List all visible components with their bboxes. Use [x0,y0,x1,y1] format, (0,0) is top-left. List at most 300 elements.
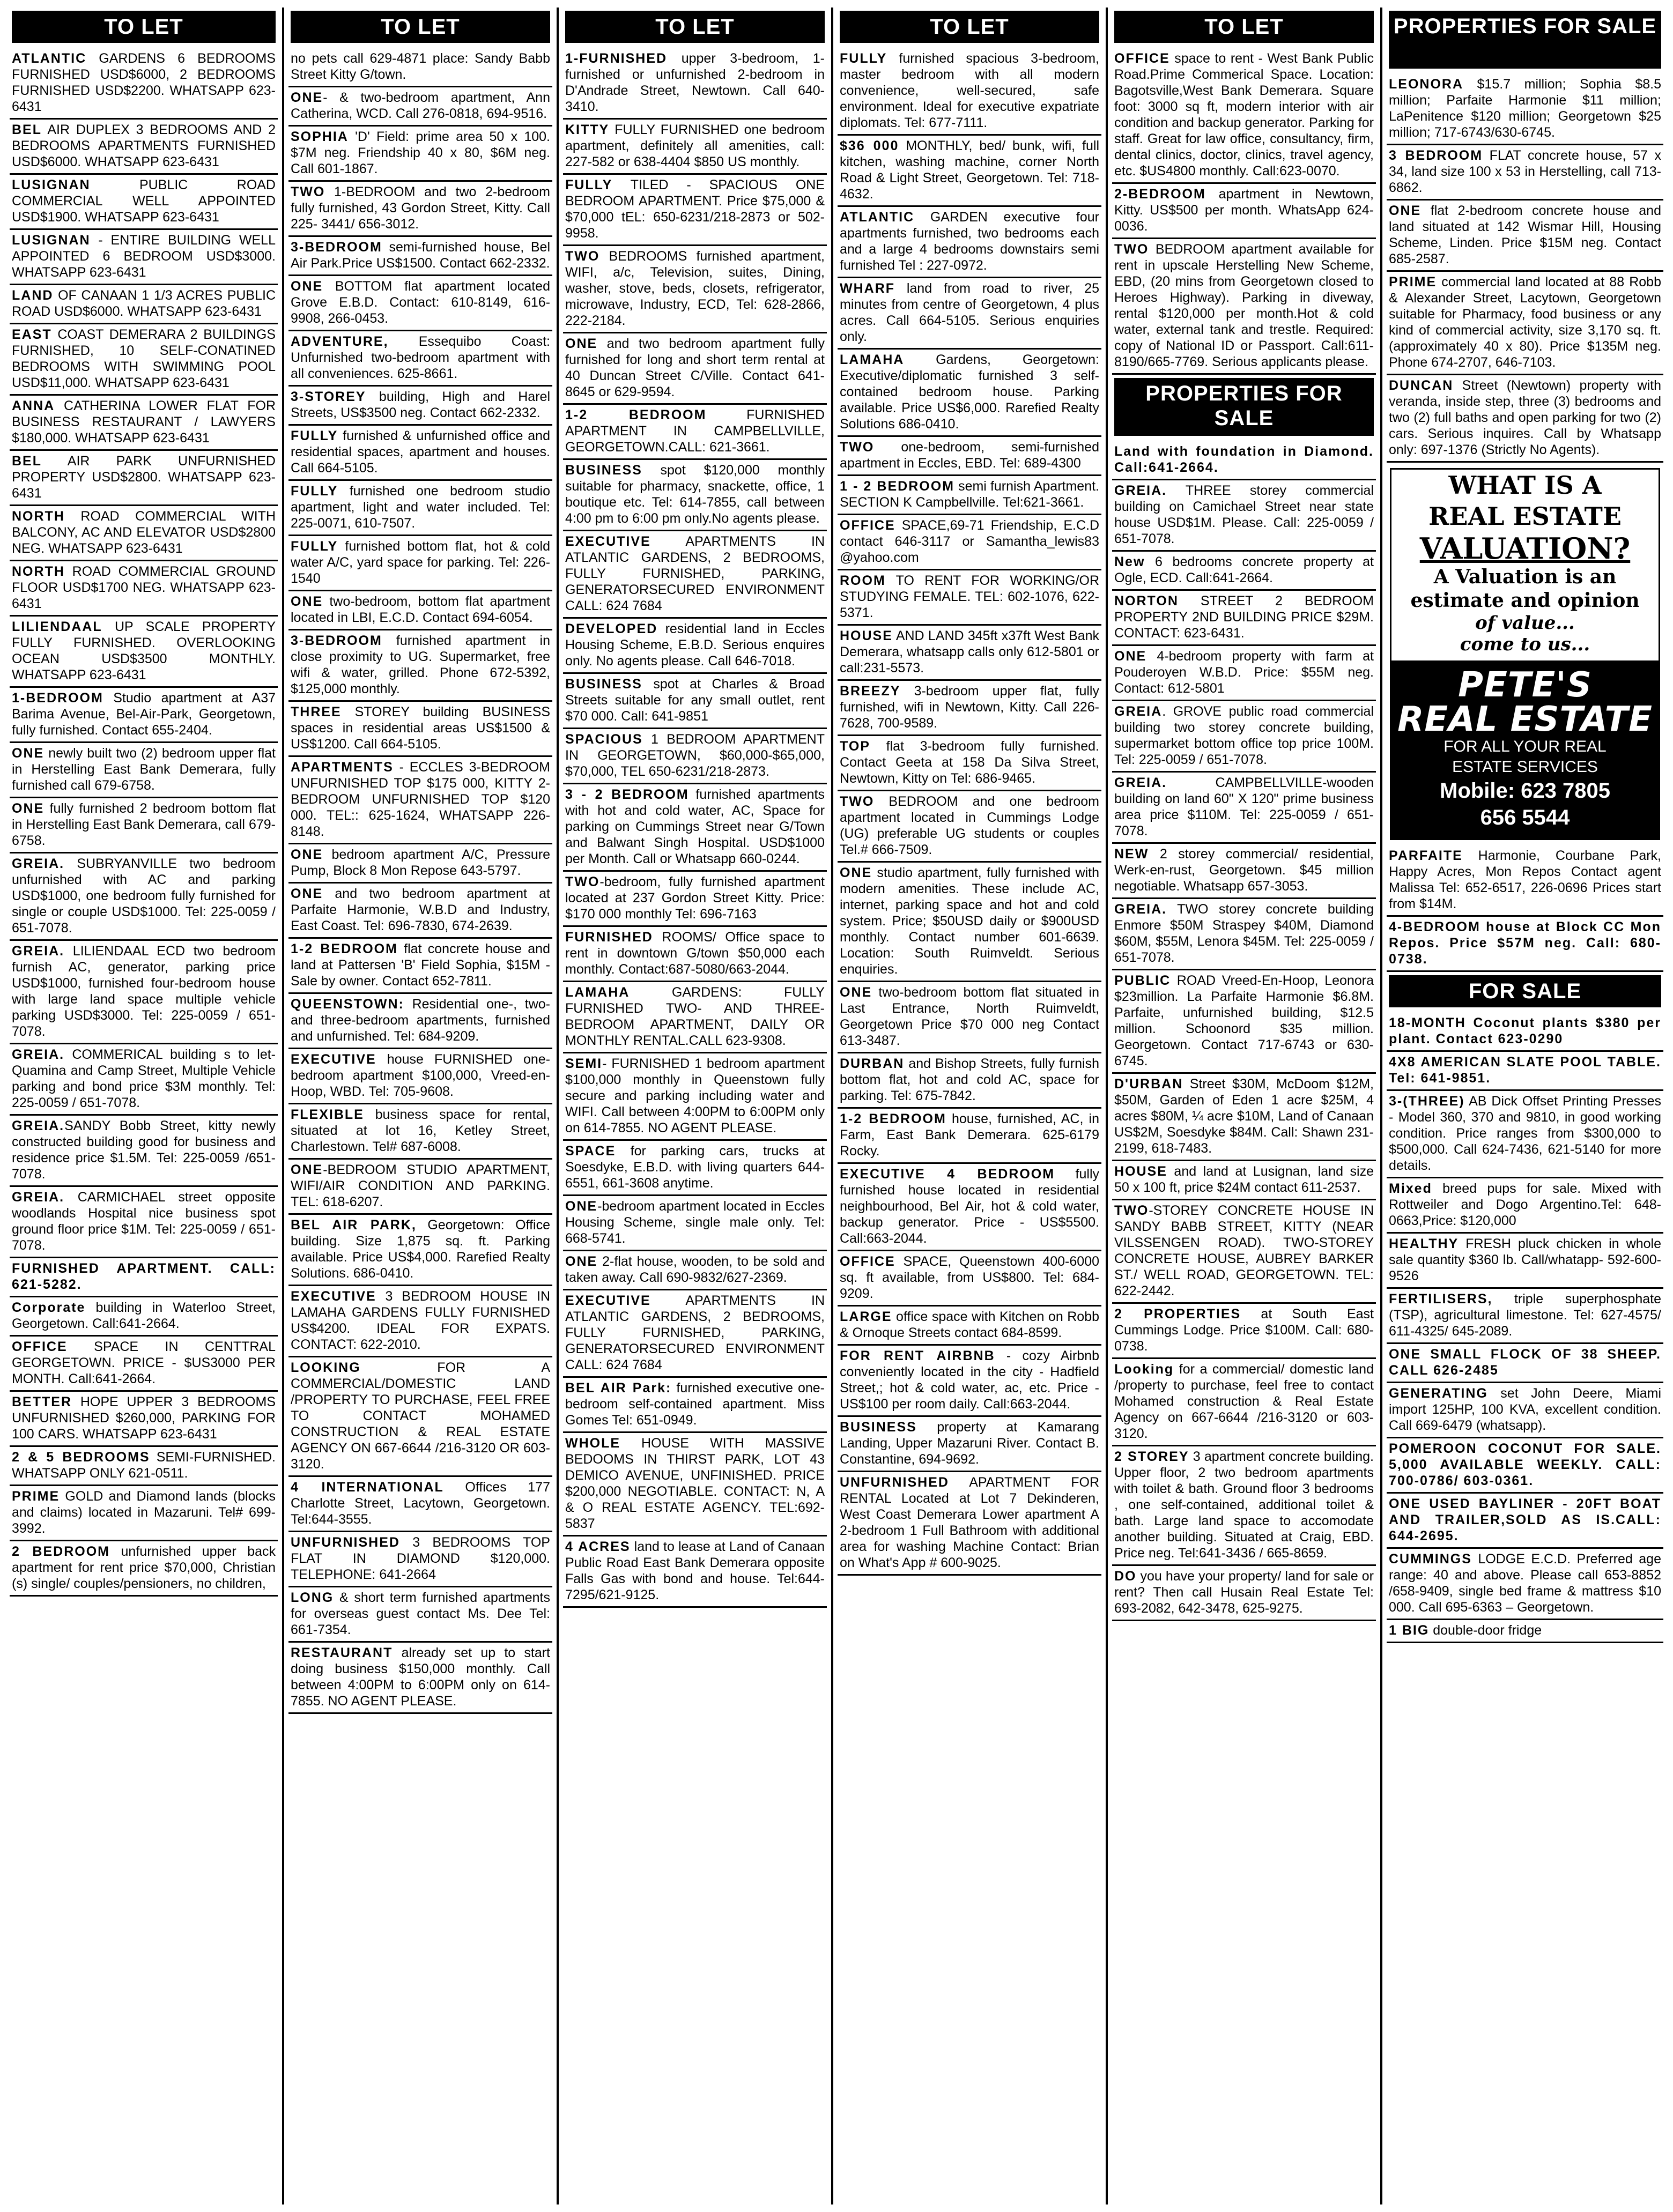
ad-lead: TOP [840,739,870,754]
ad-lead: THREE [291,704,342,719]
logo: PETE'S [1458,665,1592,705]
ad-text: GARDENS: FULLY FURNISHED TWO- AND THREE-BEDROOM APARTMENT, DAILY OR MONTHLY RENTAL.CALL 623-9308. [565,985,825,1048]
ad-text: AND LAND 345ft x37ft West Bank Demerara, whatsapp calls only 612-5801 or call:231-5573. [840,628,1099,676]
ad-text: Studio apartment at A37 Barima Avenue, Bel-Air-Park, Georgetown, fully furnished. Contact 655-2404. [12,691,276,738]
ad-text: bedroom apartment A/C, Pressure Pump, Block 8 Mon Repose 643-5797. [291,847,550,878]
ad-lead: 4X8 AMERICAN SLATE POOL TABLE. Tel: 641-9851. [1389,1055,1661,1086]
ad-text: studio apartment, fully furnished with modern amenities. These include AC, internet, parking space and hot and cold system. Price; $50USD daily or $900USD monthly. Contact number 601-6639. Location: South Ruimveldt. Serious enquiries. [840,865,1099,977]
ad-lead: ONE [12,801,45,816]
classified-ad [288,48,552,87]
section-header-to-let: TO LET [840,11,1099,43]
classified-ad [288,127,552,182]
ad-text: spot at Charles & Broad Streets suitable for any small outlet, rent $70 000. Call: 641-9851 [565,677,825,724]
classified-ad [288,591,552,630]
ad-lead: NORTH [12,509,65,524]
ad-text: semi-furnished house, Bel Air Park.Price US$1500. Contact 662-2332. [291,240,550,271]
classified-ad [10,1116,278,1187]
ad-lead: DEVELOPED [565,621,658,636]
ad-lead: Corporate [12,1300,86,1315]
ad-lead: BUSINESS [565,677,642,692]
ad-text: TWO storey concrete building Enmore $50M Straspey $40M, Diamond $60M, $55M, Lenora $45M. Tel: 225-0059 / 651-7078. [1114,902,1374,965]
ad-lead: 2 STOREY [1114,1449,1189,1464]
ad-text: TILED - SPACIOUS ONE BEDROOM APARTMENT. Price $75,000 & $70,000 tEL: 650-6231/218-2873 or 502-9958. [565,177,825,241]
classified-ad [563,927,827,982]
classified-ad [1387,1549,1663,1620]
ad-lead: FOR RENT AIRBNB [840,1348,995,1363]
ad-lead: FURNISHED APARTMENT. CALL: 621-5282. [12,1261,276,1292]
classified-ad [288,87,552,127]
ad-text: Offices 177 Charlotte Street, Lacytown, Georgetown. Tel:644-3555. [291,1480,550,1527]
ad-lead: DUNCAN [1389,378,1454,393]
classified-ad [1112,646,1376,701]
ad-text: CATHERINA LOWER FLAT FOR BUSINESS RESTAURANT / LAWYERS $180,000. WHATSAPP 623-6431 [12,398,276,446]
ad-text: no pets call 629-4871 place: Sandy Babb Street Kitty G/town. [291,51,550,82]
ad-text: TO RENT FOR WORKING/OR STUDYING FEMALE. TEL: 602-1076, 622-5371. [840,573,1099,620]
classified-ad [563,246,827,333]
ad-lead: 4-BEDROOM house at Block CC Mon Repos. Price $57M neg. Call: 680-0738. [1389,919,1661,967]
ad-text: SPACE IN CENTTRAL GEORGETOWN. PRICE - $US3000 PER MONTH. Call:641-2664. [12,1339,276,1386]
ad-text: STOREY building BUSINESS spaces in residential areas US$1500 & US$1200. Call 664-5105. [291,704,550,752]
ads-list [1110,48,1378,375]
ad-text: BEDROOM apartment available for rent in upscale Herstelling New Scheme, EBD, (20 mins from Georgetown closed to Heroes Highway). Parking in diveway, rental $120,000 per month.Hot & cold water, external tank and trestle. Required: copy of National ID or Passport. Call:611-8190/665-7769. Serious applicants please. [1114,242,1374,369]
classified-ad [563,120,827,175]
ad-lead: NORTON [1114,593,1179,608]
ad-lead: EXECUTIVE 4 BEDROOM [840,1167,1055,1182]
classified-ad [288,1104,552,1160]
classified-ad [563,619,827,674]
section-header-properties-for-sale: PROPERTIES FOR SALE [1389,11,1661,69]
classified-ad [288,331,552,387]
classified-ad [1387,917,1663,972]
ad-text: space to rent - West Bank Public Road.Prime Commerical Space. Location: Bagotsville,West Bank Demerara. Square foot: 3000 sq ft, modern interior with air condition and backup generator. Parking for staff. Great for law office, consultancy, firm, dental clinics, doctor, clinics, travel agency, etc. $US4800 monthly. Call:623-0070. [1114,51,1374,179]
classified-ad [563,1196,827,1251]
classified-ad [838,207,1101,278]
ad-text: GOLD and Diamond lands (blocks and claims) located in Mazaruni. Tel# 699-3992. [12,1489,276,1536]
ad-lead: ANNA [12,398,55,413]
ad-text: - ECCLES 3-BEDROOM UNFURNISHED TOP $175 000, KITTY 2-BEDROOM UNFURNISHED TOP $120 000. TEL:: 625-1624, WHATSAPP 226-8148. [291,760,550,839]
classified-ad [563,460,827,531]
classified-ad [10,617,278,688]
classified-ad [10,175,278,230]
classified-ad [10,1187,278,1258]
classified-ad [288,1215,552,1286]
ad-text: business space for rental, situated at lot 16, Ketley Street, Charlestown. Tel# 687-6008. [291,1107,550,1154]
ad-lead: LAMAHA [565,985,630,1000]
ad-lead: ONE [12,746,45,761]
classified-ad [288,1587,552,1643]
ad-lead: 1 BIG [1389,1623,1430,1638]
classified-ad [10,1044,278,1116]
classified-ad [563,784,827,872]
ad-text: flat concrete house and land at Pattersen 'B' Field Sophia, $15M - Sale by owner. Contact 652-7811. [291,941,550,989]
ad-lead: BEL AIR PARK, [291,1218,417,1233]
ad-lead: EXECUTIVE [565,1293,651,1308]
ad-lead: TWO [1114,1203,1149,1218]
ad-text: SUBRYANVILLE two bedroom unfurnished with AC and parking USD$1000, one bedroom fully furnished for single or couple USD$1000. Tel: 225-0059 / 651-7078. [12,856,276,936]
ad-lead: Land with foundation in Diamond. Call:641-2664. [1114,444,1374,475]
classified-ad [838,278,1101,350]
ad-lead: 1-BEDROOM [12,691,103,706]
ad-lead: ONE [291,1162,323,1177]
column-4 [835,8,1104,2204]
classified-ad [838,681,1101,736]
ad-text: Residential one-, two- and three-bedroom apartments, furnished and unfurnished. Tel: 684-9209. [291,997,550,1044]
classified-ad [838,791,1101,863]
classified-ad [10,743,278,798]
classified-ad [288,844,552,884]
ad-text: and two bedroom apartment fully furnished for long and short term rental at 40 Duncan Street C/Ville. Contact 641-8645 or 629-9594. [565,336,825,399]
logo: REAL ESTATE [1397,700,1653,739]
ad-text: UP SCALE PROPERTY FULLY FURNISHED. OVERLOOKING OCEAN USD$3500 MONTHLY. WHATSAPP 623-6431 [12,619,276,682]
classified-ad [838,515,1101,570]
ad-text: HOUSE WITH MASSIVE BEDOOMS IN THIRST PARK, LOT 43 DEMICO AVENUE, UNFINISHED. PRICE $200,000 NEGOTIABLE. CONTACT: N, A & O REAL ESTATE AGENCY. TEL:692-5837 [565,1436,825,1531]
ad-lead: BEL [12,454,42,469]
petes-logo-block [1391,660,1659,838]
ad-text: HOPE UPPER 3 BEDROOMS UNFURNISHED $260,000, PARKING FOR 100 CARS. WHATSAPP 623-6431 [12,1394,276,1442]
classified-ad [1387,1494,1663,1549]
ad-lead: 3-STOREY [291,389,366,404]
ad-lead: FERTILISERS, [1389,1291,1493,1307]
ad-lead: ONE [291,594,323,609]
ad-lead: UNFURNISHED [291,1535,400,1550]
ad-text: CAMPBELLVILLE-wooden building on land 60" X 120" prime business area price $110M. Tel: 225-0059 / 651-7078. [1114,775,1374,838]
ad-text: APARTMENT FOR RENTAL Located at Lot 7 Dekinderen, West Coast Demerara Lower apartment A 2-bedroom 1 Full Bathroom with additional area for washing Machine Contact: Brian on What's App # 600-9025. [840,1475,1099,1570]
classified-ad [288,237,552,276]
ad-text: flat 3-bedroom fully furnished. Contact Geeta at 158 Da Silva Street, Newtown, Kitty on Tel: 686-9465. [840,739,1099,786]
ad-text: set John Deere, Miami import 125HP, 100 KVA, excellent condition. Call 669-6479 (whatsapp). [1389,1386,1661,1433]
ad-text: 3 apartment concrete building. Upper floor, 2 two bedroom apartments with toilet & bath. Ground floor 3 bedrooms , one self-contained, additional toilet & bath. Large land space to accomodate another building. Situated at Craig, EBD. Price neg. Tel:641-3436 / 665-8659. [1114,1449,1374,1561]
ad-text: -STOREY CONCRETE HOUSE IN SANDY BABB STREET, KITTY (NEAR VILSSENGEN ROAD). TWO-STOREY CONCRETE HOUSE, AUBREY BARKER ST./ WELL ROAD, GEORGETOWN. TEL: 622-2442. [1114,1203,1374,1298]
classified-ad [10,561,278,617]
ads-list [561,48,829,1608]
ad-lead: UNFURNISHED [840,1475,949,1490]
advert-headline: VALUATION? [1419,531,1631,566]
ad-text: ROAD Vreed-En-Hoop, Leonora $23million. La Parfaite Harmonie $6.8M. Parfaite, unfurnished building, $12.5 million. Schoonord $35 million. Georgetown. Contact 717-6743 or 630-6745. [1114,973,1374,1068]
column-divider [1380,8,1382,2204]
ad-text: residential land in Eccles Housing Scheme, E.B.D. Serious enquires only. No agents please. Call 646-7018. [565,621,825,669]
ad-lead: OFFICE [840,1254,895,1269]
ad-text: land to lease at Land of Canaan Public Road East Bank Demerara opposite Falls Gas with bond and house. Tel:644-7295/621-9125. [565,1539,825,1602]
ad-text: 1 BEDROOM APARTMENT IN GEORGETOWN, $60,000-$65,000, $70,000, TEL 650-6231/218-2873. [565,732,825,779]
classified-ad [563,1536,827,1608]
section-header-to-let: TO LET [1114,11,1374,43]
ad-lead: HOUSE [1114,1164,1167,1179]
ad-text: -bedroom apartment located in Eccles Housing Scheme, single male only. Tel: 668-5741. [565,1199,825,1246]
ad-text: one-bedroom, semi-furnished apartment in Eccles, EBD. Tel: 689-4300 [840,440,1099,471]
classified-ad [1112,480,1376,552]
ad-text: - ENTIRE BUILDING WELL APPOINTED 6 BEDROOM USD$3000. WHATSAPP 623-6431 [12,233,276,280]
ad-text: Harmonie, Courbane Park, Happy Acres, Mon Repos Contact agent Malissa Tel: 652-6517, 226-0696 Prices start from $14M. [1389,848,1661,911]
classified-ad [838,1109,1101,1164]
ad-lead: BEL [12,122,42,137]
ad-lead: LAMAHA [840,352,905,367]
ad-text: apartment in Newtown, Kitty. US$500 per month. WhatsApp 624-0036. [1114,187,1374,234]
ad-text: 2-flat house, wooden, to be sold and taken away. Call 690-9832/627-2369. [565,1254,825,1285]
ad-lead: Mixed [1389,1181,1432,1196]
advert-tagline: ESTATE SERVICES [1452,758,1598,776]
ad-text: APARTMENTS IN ATLANTIC GARDENS, 2 BEDROOMS, FULLY FURNISHED, PARKING, GENERATORSECURED ENVIRONMENT CALL: 624 7684 [565,534,825,613]
ad-text: -bedroom, fully furnished apartment located at 237 Gordon Street Kitty. Price: $170 000 monthly Tel: 696-7163 [565,874,825,922]
ad-lead: PARFAITE [1389,848,1463,863]
ad-text: - & two-bedroom apartment, Ann Catherina, WCD. Call 276-0818, 694-9516. [291,90,550,121]
classified-ad [838,1346,1101,1417]
ad-lead: KITTY [565,122,610,137]
classified-ad [563,1141,827,1196]
ad-lead: GENERATING [1389,1386,1488,1401]
ads-list [286,48,554,1714]
ad-text: commercial land located at 88 Robb & Alexander Street, Lacytown, Georgetown suitable for Pharmacy, food business or any kind of commercial activity, size 3,170 sq. ft. (approximately 40 x 80). Price $135M neg. Phone 674-2707, 646-7103. [1389,274,1661,370]
ad-text: furnished executive one-bedroom self-contained apartment. Miss Gomes Tel: 651-0949. [565,1380,825,1428]
ad-text: FOR A COMMERCIAL/DOMESTIC LAND /PROPERTY TO PURCHASE, FEEL FREE TO CONTACT MOHAMED CONSTRUCTION & REAL ESTATE AGENCY ON 667-6644 /216-3120 OR 603-3120. [291,1360,550,1472]
classified-ad [288,1286,552,1357]
ad-text: building in Waterloo Street, Georgetown. Call:641-2664. [12,1300,276,1331]
ad-lead: NORTH [12,564,65,579]
ad-lead: LUSIGNAN [12,233,91,248]
ad-text: breed pups for sale. Mixed with Rottweiler and Dogo Argentino.Tel: 648-0663,Price: $120,000 [1389,1181,1661,1228]
ad-lead: PUBLIC [1114,973,1171,988]
classified-ad [563,1290,827,1378]
ad-lead: TWO [565,874,600,889]
ad-lead: 3-(THREE) [1389,1094,1465,1109]
classified-ad [1387,201,1663,272]
ad-text: triple superphosphate (TSP), agricultural limestone. Tel: 627-4575/ 611-4325/ 645-2089. [1389,1291,1661,1339]
ad-lead: ONE [565,1199,598,1214]
ad-lead: TWO [565,249,600,264]
ad-text: spot $120,000 monthly suitable for pharmacy, snackette, office, 1 boutique etc. Tel: 614-7855, call between 4:00 pm to 6:00 pm only.No agents please. [565,463,825,526]
ad-lead: GREIA. [12,1190,65,1205]
section-header-to-let: TO LET [565,11,825,43]
classified-ad [1112,48,1376,184]
ad-text: house FURNISHED one-bedroom apartment $100,000, Vreed-en-Hoop, WBD. Tel: 705-9608. [291,1052,550,1099]
ad-lead: TWO [291,184,325,199]
ad-lead: GREIA. [1114,775,1167,790]
ad-text: furnished apartment in close proximity to UG. Supermarket, free wifi & water, grilled. Phone 672-5392, $125,000 monthly. [291,633,550,696]
ad-lead: GREIA [1114,704,1163,719]
petes-real-estate-advert [1390,468,1660,840]
classified-ad [1387,1383,1663,1438]
ad-text: ROOMS/ Office space to rent in downtown G/town $50,000 each monthly. Contact:687-5080/663-2044. [565,930,825,977]
ad-lead: TWO [840,794,875,809]
classified-ad [1387,1234,1663,1289]
ad-lead: ONE [1389,203,1422,218]
ad-lead: GREIA. [12,1047,65,1062]
classified-ad [1112,1304,1376,1359]
ad-lead: ATLANTIC [12,51,87,66]
ad-lead: LARGE [840,1309,892,1324]
ad-text: furnished & unfurnished office and residential spaces, apartment and houses. Call 664-5105. [291,428,550,476]
ad-text: GARDENS 6 BEDROOMS FURNISHED USD$6000, 2 BEDROOMS FURNISHED USD$2200. WHATSAPP 623-6431 [12,51,276,114]
classified-ad [288,884,552,939]
classified-ad [838,736,1101,791]
ad-lead: ATLANTIC [840,210,915,225]
section-header-to-let: TO LET [12,11,276,43]
ad-lead: Looking [1114,1362,1174,1377]
ad-lead: DURBAN [840,1056,905,1071]
ad-text: CARMICHAEL street opposite woodlands Hospital nice business spot ground floor price $1M. Tel: 225-0059 / 651-7078. [12,1190,276,1253]
classified-ad [1387,1620,1663,1643]
ad-lead: WHOLE [565,1436,621,1451]
ad-text: LILIENDAAL ECD two bedroom furnish AC, generator, parking price USD$1000, furnished four-bedroom house with large land space multiple vehicle parking USD$3000. Tel: 225-0059 / 651-7078. [12,944,276,1039]
classified-ad [838,136,1101,207]
classified-ad [563,1251,827,1290]
ad-text: office space with Kitchen on Robb & Ornoque Streets contact 684-8599. [840,1309,1099,1340]
classified-ad [563,1433,827,1536]
advert-headline: WHAT IS A [1448,471,1602,500]
classified-ad [1112,899,1376,970]
ad-lead: ONE [565,1254,598,1269]
classified-ad [288,994,552,1049]
ad-text: furnished apartments with hot and cold water, AC, Space for parking on Cummings Street near G/Town and Balwant Singh Hospital. USD$1000 per Month. Call or Whatsapp 660-0244. [565,787,825,866]
ad-lead: ROOM [840,573,886,588]
ad-text: house, furnished, AC, in Farm, East Bank Demerara. 625-6179 Rocky. [840,1111,1099,1159]
classified-ad [10,1392,278,1447]
classified-ad [1387,375,1663,463]
classified-ad [288,536,552,591]
ad-text: AIR DUPLEX 3 BEDROOMS AND 2 BEDROOMS APARTMENTS FURNISHED USD$6000. WHATSAPP 623-6431 [12,122,276,169]
classified-ad [10,48,278,120]
ad-lead: OFFICE [840,518,895,533]
column-divider [1106,8,1108,2204]
classified-ad [1112,970,1376,1074]
ad-text: AIR PARK UNFURNISHED PROPERTY USD$2800. WHATSAPP 623-6431 [12,454,276,501]
ad-text: Essequibo Coast: Unfurnished two-bedroom apartment with all conveniences. 625-8661. [291,334,550,381]
classified-ad [838,476,1101,515]
ads-list [1385,74,1665,463]
classified-ad [288,426,552,481]
classified-ad [838,1053,1101,1109]
classified-ad [10,1337,278,1392]
classified-ad [1112,441,1376,480]
ad-lead: GREIA. [12,944,65,959]
classified-ad [838,626,1101,681]
ad-lead: 1-FURNISHED [565,51,668,66]
ad-text: furnished bottom flat, hot & cold water A/C, yard space for parking. Tel: 226-1540 [291,539,550,586]
ad-lead: FULLY [565,177,613,192]
ad-text: - cozy Airbnb conveniently located in the city - Hadfield Street,; hot & cold water, ac, etc. Price - US$100 per room daily. Call:663-2044. [840,1348,1099,1412]
ads-list [1110,441,1378,1621]
ad-lead: HEALTHY [1389,1236,1459,1251]
ad-text: unfurnished upper back apartment for rent price $70,000, Christian (s) single/ couples/pensioners, no children, [12,1544,276,1591]
classified-ad [288,630,552,702]
ad-text: PUBLIC ROAD COMMERCIAL WELL APPOINTED USD$1900. WHATSAPP 623-6431 [12,177,276,225]
ad-lead: 4 ACRES [565,1539,631,1554]
ad-text: two-bedroom bottom flat situated in Last Entrance, North Ruimveldt, Georgetown Price $70 000 neg Contact 613-3487. [840,985,1099,1048]
classified-ad [563,333,827,405]
ad-lead: SPACIOUS [565,732,643,747]
ad-lead: LILIENDAAL [12,619,102,634]
advert-phone: 656 5544 [1480,806,1570,829]
ad-text: - FURNISHED 1 bedroom apartment $100,000 monthly in Queenstown fully secure and parking including water and WIFI. Call between 4:00PM to 6:00PM only on 614-7855. NO AGENT PLEASE. [565,1056,825,1135]
classified-ad [10,285,278,324]
ad-text: FRESH pluck chicken in whole sale quantity $360 lb. Call/whatapp- 592-600-9526 [1389,1236,1661,1283]
ad-text: FLAT concrete house, 57 x 34, land size 100 x 53 in Herstelling, call 713-6862. [1389,148,1661,195]
ad-lead: GREIA. [12,856,65,871]
classifieds-page [8,8,1665,2204]
ad-lead: 2 & 5 BEDROOMS [12,1450,150,1465]
classified-ad [288,757,552,844]
ad-text: BEDROOM and one bedroom apartment located in Cummings Lodge (UG) preferable UG students or couples Tel.# 666-7509. [840,794,1099,857]
classified-ad [10,688,278,743]
classified-ad [288,1532,552,1587]
ad-lead: SOPHIA [291,129,349,144]
classified-ad [838,1307,1101,1346]
classified-ad [1387,1013,1663,1052]
ad-lead: ADVENTURE, [291,334,389,349]
advert-phone: Mobile: 623 7805 [1440,779,1610,803]
ad-lead: PRIME [12,1489,60,1504]
classified-ad [1387,272,1663,375]
advert-text: A Valuation is an [1433,566,1617,588]
ad-text: AB Dick Offset Printing Presses - Model 360, 370 and 9810, in good working condition. Price ranges from $300,000 to $500,000. Call 624-7436, 621-5140 for more details. [1389,1094,1661,1173]
ad-text: newly built two (2) bedroom upper flat in Herstelling East Bank Demerara, fully furnished call 679-6758. [12,746,276,793]
classified-ad [838,48,1101,136]
classified-ad [563,531,827,619]
ad-text: you have your property/ land for sale or rent? Then call Husain Real Estate Tel: 693-2082, 642-3478, 625-9275. [1114,1569,1374,1616]
classified-ad [288,1643,552,1714]
classified-ad [838,1472,1101,1576]
ad-lead: ONE SMALL FLOCK OF 38 SHEEP. CALL 626-2485 [1389,1347,1661,1378]
classified-ad [1387,845,1663,917]
classified-ad [288,939,552,994]
ad-lead: GREIA. [1114,902,1167,917]
classified-ad [838,1251,1101,1307]
column-divider [557,8,559,2204]
classified-ad [563,1378,827,1433]
ad-lead: SPACE [565,1144,616,1159]
ad-lead: BEL AIR Park: [565,1380,672,1396]
section-header-for-sale: FOR SALE [1389,975,1661,1007]
ads-list [1385,1013,1665,1643]
column-5 [1110,8,1378,2204]
ad-lead: EXECUTIVE [291,1289,376,1304]
classified-ad [1112,552,1376,591]
classified-ad [838,863,1101,982]
ad-text: fully furnished house located in residential neighbourhood, Bel Air, hot & cold water, backup generator. Price - US$5500. Call:663-2044. [840,1167,1099,1246]
ad-lead: QUEENSTOWN: [291,997,404,1012]
classified-ad [288,276,552,331]
ad-text: LODGE E.C.D. Preferred age range: 40 and above. Please call 653-8852 /658-9409, single bed frame & mattress $10 000. Call 695-6363 – Georgetown. [1389,1552,1661,1615]
ad-lead: ONE [291,847,323,862]
ad-text: Street (Newtown) property with veranda, inside step, three (3) bedrooms and two (2) full baths and open parking for two (2) cars. Serious inquires. Call by Whatsapp only: 697-1376 (Strictly No Agents). [1389,378,1661,457]
ad-text: OF CANAAN 1 1/3 ACRES PUBLIC ROAD USD$6000. WHATSAPP 623-6431 [12,288,276,319]
ad-text: SANDY Bobb Street, kitty newly constructed building good for business and residence price $1.5M. Tel: 225-0059 /651-7078. [12,1118,276,1182]
ad-lead: $36 000 [840,138,899,153]
column-1 [8,8,280,2204]
classified-ad [10,798,278,853]
ad-lead: 1 - 2 BEDROOM [840,479,954,494]
ad-lead: ONE [291,90,323,105]
classified-ad [288,1357,552,1477]
ad-lead: TWO [840,440,875,455]
ad-text: BOTTOM flat apartment located Grove E.B.D. Contact: 610-8149, 616-9908, 266-0453. [291,279,550,326]
ad-text: 4-bedroom property with farm at Pouderoyen W.B.D. Price: $55M neg. Contact: 612-5801 [1114,649,1374,696]
ad-text: flat 2-bedroom concrete house and land situated at 142 Wismar Hill, Housing Scheme, Linden. Price $15M neg. Contact 685-2587. [1389,203,1661,266]
classified-ad [10,853,278,941]
classified-ad [1387,1052,1663,1091]
classified-ad [1112,1359,1376,1446]
ad-text: 6 bedrooms concrete property at Ogle, ECD. Call:641-2664. [1114,554,1374,585]
ad-text: 3-bedroom upper flat, fully furnished, wifi in Newtown, Kitty. Call 226-7628, 700-9589. [840,684,1099,731]
ad-lead: LAND [12,288,54,303]
classified-ad [563,48,827,120]
classified-ad [10,451,278,506]
advert-tagline: FOR ALL YOUR REAL [1443,738,1607,755]
ad-lead: FLEXIBLE [291,1107,364,1122]
ad-text: and Bishop Streets, fully furnish bottom flat, hot and cold AC, space for parking. Tel: 675-7842. [840,1056,1099,1103]
ad-text: upper 3-bedroom, 1-furnished or unfurnished 2-bedroom in D'Andrade Street, Newtown. Call 640-3410. [565,51,825,114]
classified-ad [1112,591,1376,646]
ad-text: 3 BEDROOM HOUSE IN LAMAHA GARDENS FULLY FURNISHED US$4200. IDEAL FOR EXPATS. CONTACT: 622-2010. [291,1289,550,1352]
